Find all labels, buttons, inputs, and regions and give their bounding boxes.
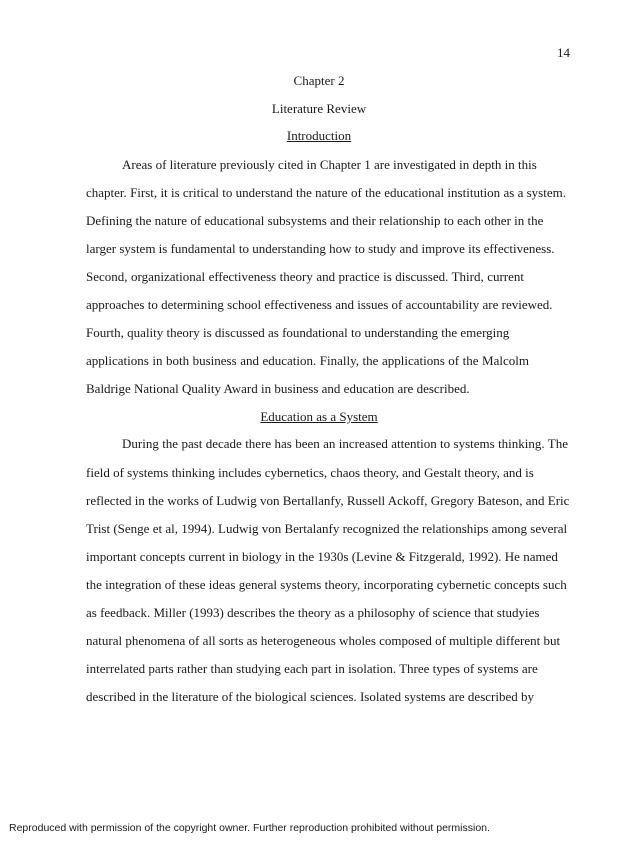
system-line: described in the literature of the biological sciences. Isolated systems are described by (86, 689, 534, 704)
intro-line: Defining the nature of educational subsystems and their relationship to each other in the (86, 213, 544, 228)
system-line: Trist (Senge et al, 1994). Ludwig von Bertalanfy recognized the relationships among several (86, 521, 568, 536)
intro-line: chapter. First, it is critical to understand the nature of the educational institution as a system. (86, 185, 566, 200)
section-heading-education-system: Education as a System (260, 409, 378, 424)
intro-line: Areas of literature previously cited in Chapter 1 are investigated in depth in this (122, 157, 537, 172)
intro-line: Baldrige National Quality Award in business and education are described. (86, 381, 470, 396)
intro-line: Second, organizational effectiveness theory and practice is discussed. Third, current (86, 269, 524, 284)
system-line: field of systems thinking includes cybernetics, chaos theory, and Gestalt theory, and is (86, 465, 534, 480)
system-line: During the past decade there has been an increased attention to systems thinking. The (122, 436, 568, 451)
intro-line: approaches to determining school effectiveness and issues of accountability are reviewed. (86, 297, 553, 312)
intro-line: Fourth, quality theory is discussed as foundational to understanding the emerging (86, 325, 510, 340)
system-line: interrelated parts rather than studying each part in isolation. Three types of systems are (86, 661, 538, 676)
copyright-footer: Reproduced with permission of the copyright owner. Further reproduction prohibited without permission. (9, 822, 490, 834)
intro-line: applications in both business and education. Finally, the applications of the Malcolm (86, 353, 529, 368)
chapter-title: Chapter 2 (293, 73, 345, 88)
system-line: natural phenomena of all sorts as heterogeneous wholes composed of multiple different but (86, 633, 561, 648)
intro-line: larger system is fundamental to understanding how to study and improve its effectiveness. (86, 241, 555, 256)
chapter-subtitle: Literature Review (271, 101, 367, 116)
system-line: reflected in the works of Ludwig von Bertallanfy, Russell Ackoff, Gregory Bateson, and Eric (86, 493, 570, 508)
page-number: 14 (557, 45, 570, 60)
system-line: important concepts current in biology in the 1930s (Levine & Fitzgerald, 1992). He named (86, 549, 558, 564)
system-line: the integration of these ideas general systems theory, incorporating cybernetic concepts such (86, 577, 567, 592)
section-heading-introduction: Introduction (286, 128, 352, 143)
system-line: as feedback. Miller (1993) describes the theory as a philosophy of science that studyies (86, 605, 540, 620)
